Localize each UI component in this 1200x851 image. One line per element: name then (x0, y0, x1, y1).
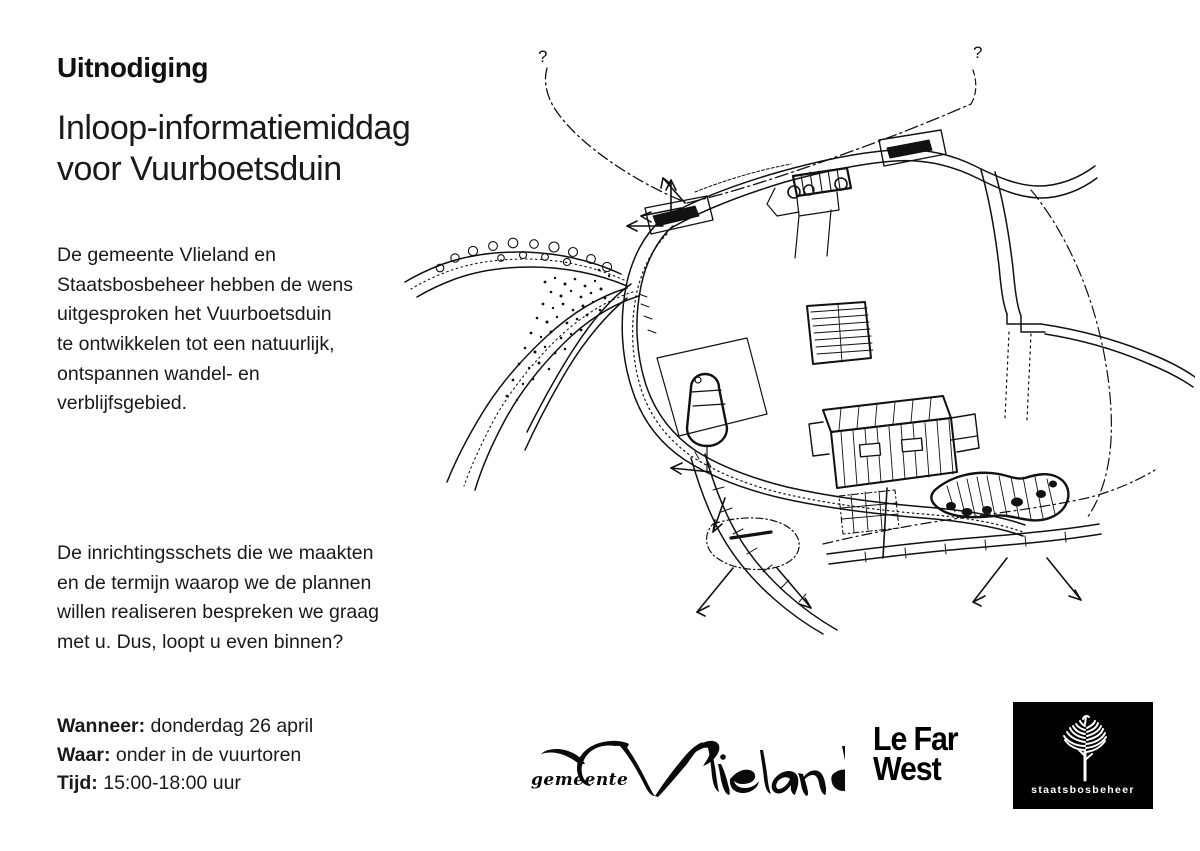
map-building-main (809, 396, 979, 488)
tree-icon (1049, 710, 1121, 782)
question-mark-label-northeast: ? (973, 43, 983, 62)
event-details (57, 712, 313, 798)
map-bunker-southeast (931, 473, 1068, 521)
logo-le-far-west-line-1: Le Far (873, 720, 958, 757)
kicker-label: Uitnodiging (57, 52, 209, 83)
detail-row-when (57, 712, 313, 741)
question-mark-label-west: ? (538, 47, 548, 66)
map-building-north-row (767, 168, 851, 258)
map-arrow-group-southeast (973, 558, 1081, 606)
map-road-seam-marks (639, 294, 711, 467)
logo-le-far-west-line-2: West (873, 750, 941, 788)
map-bunker-dark-marks (946, 481, 1057, 517)
map-road-ring-outer (622, 220, 1023, 536)
detail-value-time: 15:00-18:00 uur (103, 772, 241, 795)
map-road-southeast-seams (865, 532, 1066, 562)
logo-gemeente-script-vlieland (515, 728, 845, 798)
map-lighthouse-plot (657, 338, 767, 436)
intro-line-4: te ontwikkelen tot een natuurlijk, (57, 332, 335, 355)
logo-staatsbosbeheer (1013, 702, 1153, 809)
map-road-north-east (663, 150, 1097, 228)
logo-le-far-west (873, 720, 958, 788)
logo-gemeente-vlieland (515, 728, 845, 798)
intro-line-5: ontspannen wandel- en (57, 362, 260, 385)
map-building-main-window-left (860, 443, 881, 457)
map-trail-southwest-dotted (464, 292, 633, 486)
detail-value-when: donderdag 26 april (150, 715, 314, 737)
detail-label-where: Waar: (57, 743, 111, 766)
map-building-main-window-right (902, 438, 923, 452)
intro-line-3: uitgesproken het Vuurboetsduin (57, 303, 332, 326)
outro-line-2: en de termijn waarop we de plannen (57, 571, 372, 594)
outro-line-3: willen realiseren bespreken we graag (57, 601, 379, 624)
outro-line-1: De inrichtingsschets die we maakten (57, 542, 374, 564)
page-title-line-1: Inloop-informatiemiddag (57, 109, 411, 147)
logo-gemeente-prefix: gemeente (531, 770, 629, 790)
intro-line-6: verblijfsgebied. (57, 392, 188, 415)
map-road-east (981, 170, 1195, 387)
map-parking-bar-north (645, 196, 713, 234)
map-building-small-hatched (807, 302, 873, 364)
logo-row (505, 690, 1165, 820)
detail-label-when: Wanneer: (57, 715, 146, 737)
map-arrow-group-south (697, 568, 811, 616)
map-boundary-dashdot-east (1031, 190, 1111, 518)
map-boundary-dashdot-northwest (545, 68, 685, 202)
map-vegetation-stipple (506, 269, 611, 401)
detail-value-where: onder in de vuurtoren (115, 743, 302, 766)
map-road-ring-inner (637, 226, 1025, 525)
site-plan-map (395, 20, 1195, 670)
map-parking-bar-northeast (879, 130, 946, 166)
page-title-line-2: voor Vuurboetsduin (57, 150, 342, 189)
map-feeder-dotted-east (1005, 332, 1031, 420)
logo-staatsbosbeheer-wordmark: staatsbosbeheer (1031, 784, 1135, 796)
detail-label-time: Tijd: (57, 772, 98, 795)
outro-line-4: met u. Dus, loopt u even binnen? (57, 630, 344, 653)
map-arrow-group-midsouth (671, 463, 725, 532)
map-tick-northeast (971, 70, 976, 104)
intro-line-2: Staatsbosbeheer hebben de wens (57, 273, 353, 296)
map-lighthouse-tower (687, 374, 727, 446)
map-building-main-body-hatch (841, 420, 953, 486)
map-road-southwest (447, 288, 639, 490)
intro-line-1: De gemeente Vlieland en (57, 244, 276, 266)
detail-row-where (57, 741, 313, 770)
detail-row-time (57, 769, 313, 798)
